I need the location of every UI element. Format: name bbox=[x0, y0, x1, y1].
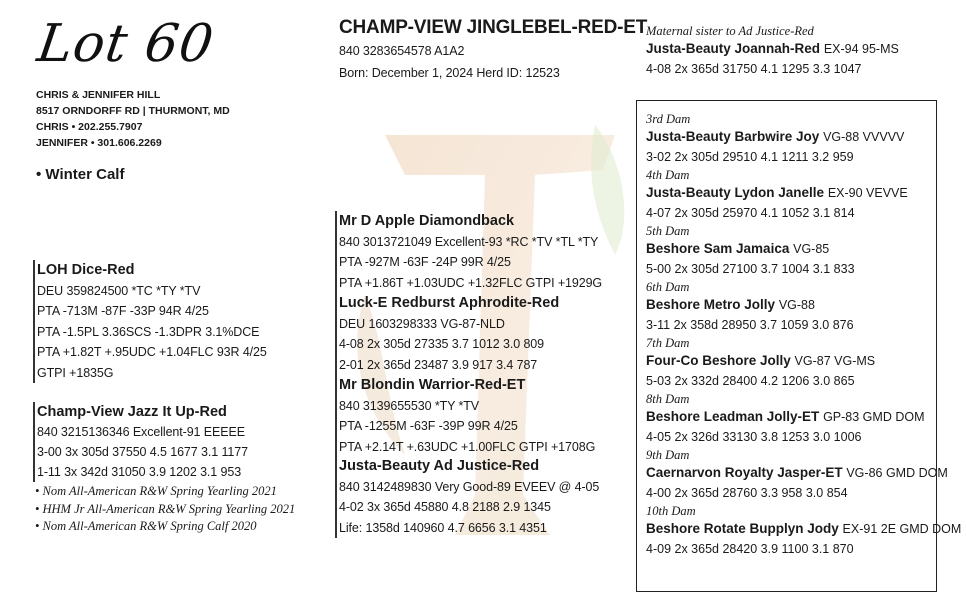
sire-sire-line: PTA +1.86T +1.03UDC +1.32FLC GTPI +1929G bbox=[339, 275, 603, 290]
dam-line: 3-00 3x 305d 37550 4.5 1677 3.1 1177 bbox=[37, 445, 248, 459]
dam-honor: • HHM Jr All-American R&W Spring Yearling 2021 bbox=[35, 501, 296, 516]
owner-address: 8517 ORNDORFF RD | THURMONT, MD bbox=[36, 105, 230, 117]
maternal-sister-name: Justa-Beauty Joannah-Red bbox=[646, 41, 821, 56]
animal-name: CHAMP-VIEW JINGLEBEL-RED-ET bbox=[339, 17, 648, 38]
maternal-sister-label: Maternal sister to Ad Justice-Red bbox=[646, 24, 814, 38]
sire-dam-name: Luck-E Redburst Aphrodite-Red bbox=[339, 295, 560, 311]
dam-entry-score: VG-87 VG-MS bbox=[794, 354, 876, 368]
sire-dam-block bbox=[335, 293, 559, 375]
dam-generation-label: 7th Dam bbox=[646, 336, 690, 350]
dam-dam-line: Life: 1358d 140960 4.7 6656 3.1 4351 bbox=[339, 520, 547, 535]
dam-generation-label: 9th Dam bbox=[646, 448, 690, 462]
dam-entry-name: Justa-Beauty Barbwire Joy bbox=[646, 129, 820, 144]
dam-entry-record: 3-02 2x 305d 29510 4.1 1211 3.2 959 bbox=[646, 150, 854, 164]
dam-entry-record: 4-00 2x 365d 28760 3.3 958 3.0 854 bbox=[646, 486, 848, 500]
maternal-sister-record: 4-08 2x 365d 31750 4.1 1295 3.3 1047 bbox=[646, 62, 862, 76]
dam-entry-name: Justa-Beauty Lydon Janelle bbox=[646, 185, 825, 200]
sire-line: PTA +1.82T +.95UDC +1.04FLC 93R 4/25 bbox=[37, 345, 267, 359]
dam-generation-label: 6th Dam bbox=[646, 280, 690, 294]
dam-generation-label: 10th Dam bbox=[646, 504, 696, 518]
dam-entry-score: GP-83 GMD DOM bbox=[823, 410, 925, 424]
dam-entry-name-row bbox=[646, 519, 961, 539]
dam-honors bbox=[35, 483, 295, 536]
dam-entry bbox=[646, 223, 961, 279]
owner-info bbox=[36, 87, 230, 151]
maternal-sister bbox=[646, 23, 899, 79]
dam-sire-line: PTA +2.14T +.63UDC +1.00FLC GTPI +1708G bbox=[339, 439, 596, 454]
dam-entry bbox=[646, 111, 961, 167]
sire-sire-line: PTA -927M -63F -24P 99R 4/25 bbox=[339, 255, 511, 269]
dam-entry bbox=[646, 167, 961, 223]
dam-name: Champ-View Jazz It Up-Red bbox=[37, 404, 227, 420]
dam-dam-line: 840 3142489830 Very Good-89 EVEEV @ 4-05 bbox=[339, 479, 600, 494]
sire-dam-line: 4-08 2x 305d 27335 3.7 1012 3.0 809 bbox=[339, 337, 545, 351]
dam-line: 1-11 3x 342d 31050 3.9 1202 3.1 953 bbox=[37, 465, 242, 479]
sire-line: PTA -713M -87F -33P 94R 4/25 bbox=[37, 304, 209, 318]
animal-info bbox=[339, 40, 560, 84]
dam-entry-score: VG-86 GMD DOM bbox=[846, 466, 948, 480]
dam-block bbox=[33, 402, 248, 482]
dam-entry-name-row bbox=[646, 183, 961, 203]
dam-entry-name: Beshore Rotate Bupplyn Jody bbox=[646, 521, 839, 536]
dam-entry-score: EX-90 VEVVE bbox=[827, 186, 908, 200]
dam-entry-record: 4-07 2x 305d 25970 4.1 1052 3.1 814 bbox=[646, 206, 855, 220]
dam-entry bbox=[646, 391, 961, 447]
dam-entry-score: VG-85 bbox=[793, 242, 830, 256]
dam-entry bbox=[646, 279, 961, 335]
dam-honor: • Nom All-American R&W Spring Yearling 2021 bbox=[35, 484, 277, 498]
owner-phone-jennifer: JENNIFER • 301.606.2269 bbox=[36, 137, 162, 149]
owner-phone-chris: CHRIS • 202.255.7907 bbox=[36, 121, 143, 133]
dam-entry bbox=[646, 335, 961, 391]
dam-entry-score: VG-88 VVVVV bbox=[823, 130, 905, 144]
dam-entry-score: VG-88 bbox=[778, 298, 815, 312]
category-label: • Winter Calf bbox=[36, 166, 125, 183]
dam-entry bbox=[646, 503, 961, 559]
owner-names: CHRIS & JENNIFER HILL bbox=[36, 89, 161, 101]
lot-title: Lot 60 bbox=[33, 14, 218, 74]
dam-generation-label: 8th Dam bbox=[646, 392, 690, 406]
sire-line: DEU 359824500 *TC *TY *TV bbox=[37, 283, 201, 298]
dam-entry-name: Beshore Leadman Jolly-ET bbox=[646, 409, 820, 424]
dam-sire-line: PTA -1255M -63F -39P 99R 4/25 bbox=[339, 419, 518, 433]
sire-sire-name: Mr D Apple Diamondback bbox=[339, 213, 515, 229]
dam-entry-name: Four-Co Beshore Jolly bbox=[646, 353, 791, 368]
dam-entry-name-row bbox=[646, 239, 961, 259]
maternal-sister-name-row bbox=[646, 39, 899, 59]
sire-block bbox=[33, 260, 267, 383]
dam-entry-record: 5-00 2x 305d 27100 3.7 1004 3.1 833 bbox=[646, 262, 855, 276]
dam-entry-name-row bbox=[646, 463, 961, 483]
dam-entry-record: 5-03 2x 332d 28400 4.2 1206 3.0 865 bbox=[646, 374, 855, 388]
sire-line: PTA -1.5PL 3.36SCS -1.3DPR 3.1%DCE bbox=[37, 324, 260, 339]
dam-sire-line: 840 3139655530 *TY *TV bbox=[339, 398, 480, 413]
sire-sire-block bbox=[335, 211, 602, 293]
dam-dam-block bbox=[335, 456, 599, 538]
dam-dam-line: 4-02 3x 365d 45880 4.8 2188 2.9 1345 bbox=[339, 500, 551, 514]
sire-sire-line: 840 3013721049 Excellent-93 *RC *TV *TL *TY bbox=[339, 234, 599, 249]
dam-entry-name-row bbox=[646, 127, 961, 147]
dam-list bbox=[646, 111, 961, 559]
dam-honor: • Nom All-American R&W Spring Calf 2020 bbox=[35, 519, 257, 533]
maternal-sister-score: EX-94 95-MS bbox=[823, 42, 899, 56]
sire-dam-line: 2-01 2x 365d 23487 3.9 917 3.4 787 bbox=[339, 357, 538, 372]
dam-entry-name-row bbox=[646, 351, 961, 371]
dam-sire-name: Mr Blondin Warrior-Red-ET bbox=[339, 377, 526, 393]
dam-entry-record: 4-09 2x 365d 28420 3.9 1100 3.1 870 bbox=[646, 542, 854, 556]
dam-entry-score: EX-91 2E GMD DOM bbox=[842, 522, 962, 536]
dam-generation-label: 3rd Dam bbox=[646, 112, 691, 126]
dam-line: 840 3215136346 Excellent-91 EEEEE bbox=[37, 425, 245, 439]
sire-dam-line: DEU 1603298333 VG-87-NLD bbox=[339, 316, 505, 331]
dam-entry-name: Beshore Sam Jamaica bbox=[646, 241, 790, 256]
animal-born: Born: December 1, 2024 Herd ID: 12523 bbox=[339, 66, 560, 80]
dam-entry bbox=[646, 447, 961, 503]
dam-dam-name: Justa-Beauty Ad Justice-Red bbox=[339, 458, 540, 474]
sire-name: LOH Dice-Red bbox=[37, 262, 135, 278]
dam-entry-name-row bbox=[646, 295, 961, 315]
dam-entry-name-row bbox=[646, 407, 961, 427]
dam-entry-record: 3-11 2x 358d 28950 3.7 1059 3.0 876 bbox=[646, 318, 854, 332]
dam-generation-label: 5th Dam bbox=[646, 224, 690, 238]
animal-registration: 840 3283654578 A1A2 bbox=[339, 44, 465, 58]
dam-generation-label: 4th Dam bbox=[646, 168, 690, 182]
sire-line: GTPI +1835G bbox=[37, 365, 114, 380]
dam-entry-record: 4-05 2x 326d 33130 3.8 1253 3.0 1006 bbox=[646, 430, 862, 444]
dam-entry-name: Beshore Metro Jolly bbox=[646, 297, 776, 312]
dam-sire-block bbox=[335, 375, 595, 457]
dam-entry-name: Caernarvon Royalty Jasper-ET bbox=[646, 465, 843, 480]
